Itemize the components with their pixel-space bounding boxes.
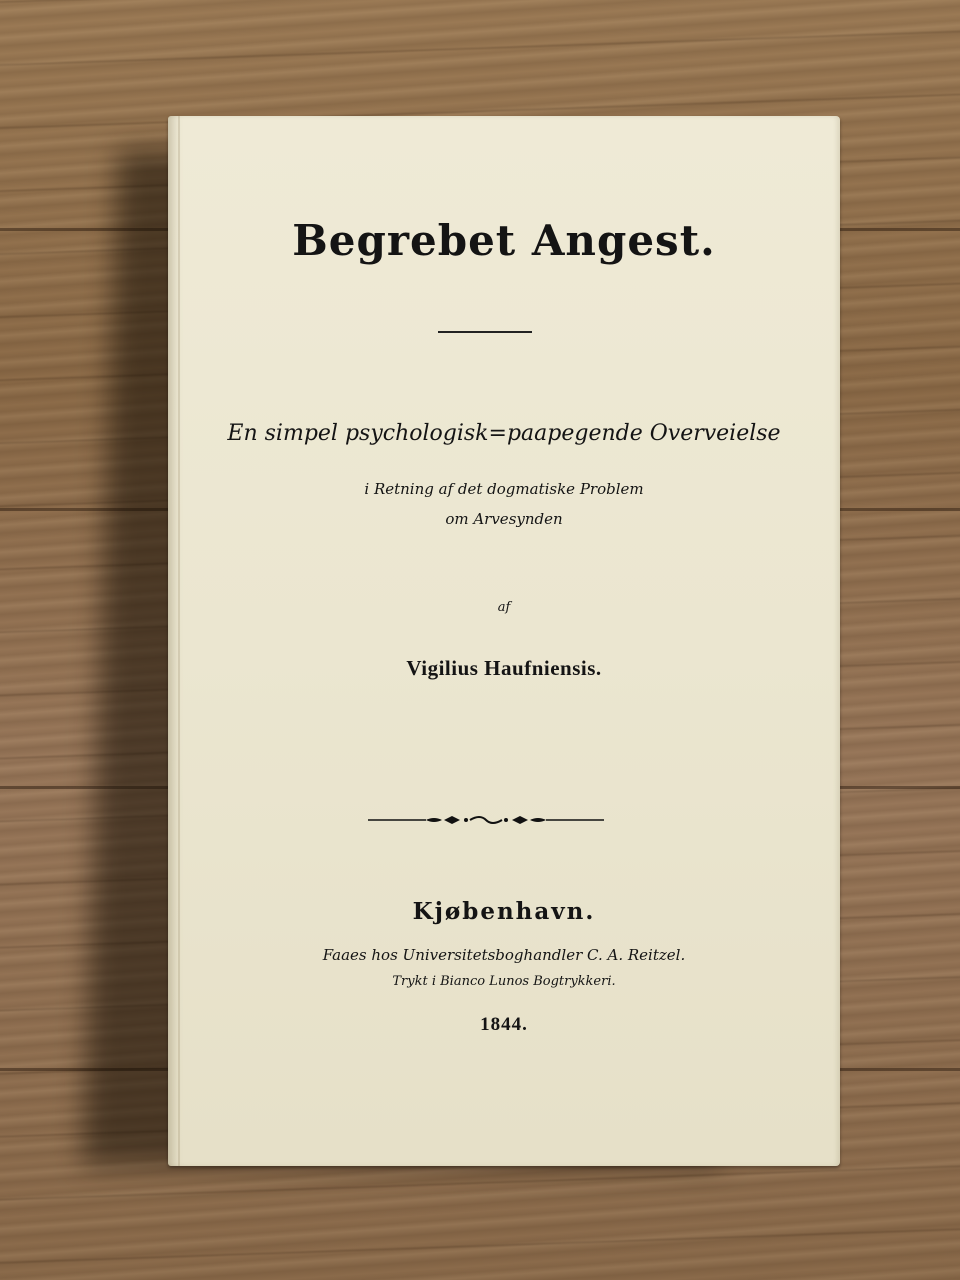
printer-line: Trykt i Bianco Lunos Bogtrykkeri. <box>392 974 616 989</box>
publisher-line: Faaes hos Universitetsboghandler C. A. Reitzel. <box>322 946 686 964</box>
publication-year: 1844. <box>480 1014 528 1035</box>
publication-place: Kjøbenhavn. <box>412 898 596 925</box>
book-subtitle: En simpel psychologisk=paapegende Overveielse <box>227 421 781 446</box>
by-line: af <box>497 600 511 615</box>
book-subtitle-line3: om Arvesynden <box>445 510 563 528</box>
title-rule <box>438 331 532 333</box>
author-name: Vigilius Haufniensis. <box>406 656 602 680</box>
spine-fold <box>178 116 180 1166</box>
ornamental-divider <box>368 812 604 828</box>
book-cover <box>168 116 840 1166</box>
book-subtitle-line2: i Retning af det dogmatiske Problem <box>364 480 644 498</box>
book-title: Begrebet Angest. <box>292 216 716 265</box>
